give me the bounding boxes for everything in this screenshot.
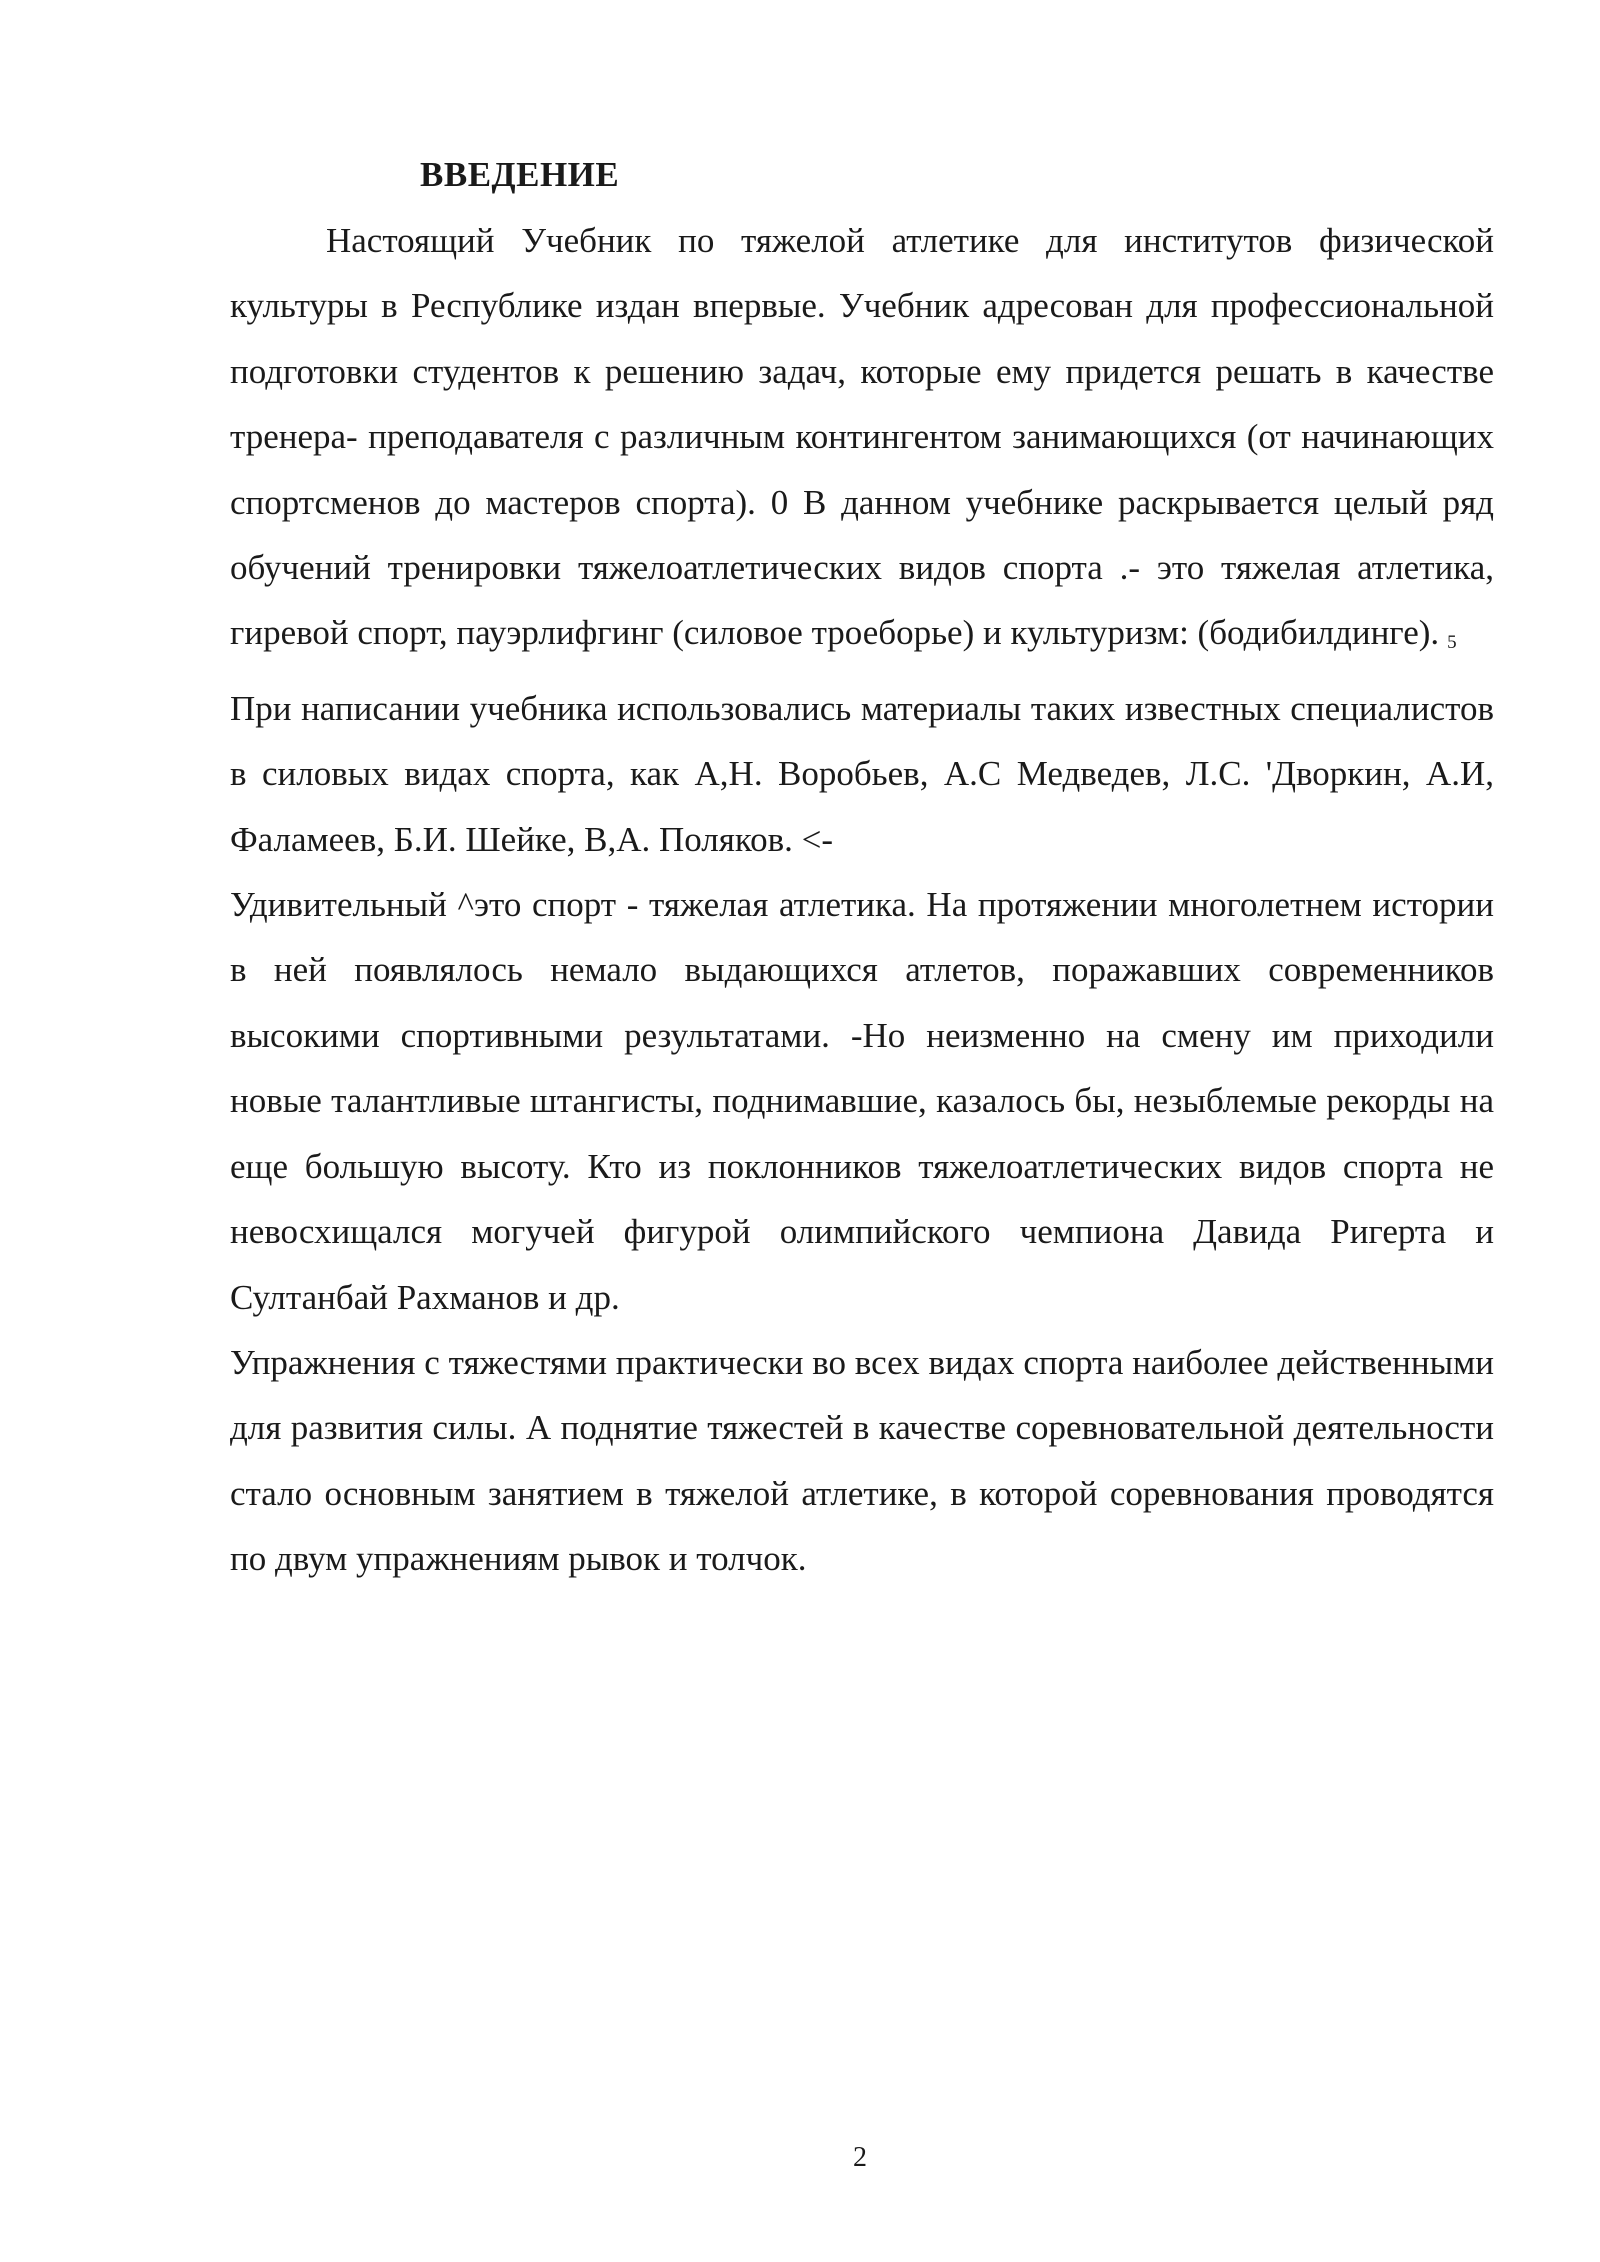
paragraph-sources [230, 676, 1494, 872]
stray-mark: 5 [1447, 632, 1457, 654]
paragraph-text: При написании учебника использовались материалы таких известных специалистов в силовых видах спорта, как А,Н. Воробьев, А.С Медведев, Л.С. 'Дворкин, А.И, Фаламеев, Б.И. Шейке, В,А. Поляков. <- [230, 688, 1494, 859]
paragraph-text: Упражнения с тяжестями практически во всех видах спорта наиболее действенными для развития силы. А поднятие тяжестей в качестве соревновательной деятельности стало основным занятием в тяжелой атлетике, в которой соревнования проводятся по двум упражнениям рывок и толчок. [230, 1342, 1494, 1579]
paragraph-text: Настоящий Учебник по тяжелой атлетике для институтов физической культуры в Республике издан впервые. Учебник адресован для профессиональной подготовки студентов к решению задач, которые ему придется решать в качестве тренера- преподавателя с различным контингентом занимающихся (от начинающих спортсменов до мастеров спорта). 0 В данном учебнике раскрывается целый ряд обучений тренировки тяжелоатлетических видов спорта .- это тяжелая атлетика, гиревой спорт, пауэрлифгинг (силовое троеборье) и культуризм: (бодибилдинге). [230, 221, 1494, 653]
paragraph-exercises [230, 1330, 1494, 1592]
paragraph-history [230, 872, 1494, 1330]
section-heading: ВВЕДЕНИЕ [420, 155, 620, 194]
body-text [230, 208, 1494, 1592]
paragraph-introduction [230, 208, 1494, 676]
paragraph-text: Удивительный ^это спорт - тяжелая атлетика. На протяжении многолетнем истории в ней появлялось немало выдающихся атлетов, поражавших современников высокими спортивными результатами. -Но неизменно на смену им приходили новые талантливые штангисты, поднимавшие, казалось бы, незыблемые рекорды на еще большую высоту. Кто из поклонников тяжелоатлетических видов спорта не невосхищался могучей фигурой олимпийского чемпиона Давида Ригерта и Султанбай Рахманов и др. [230, 885, 1494, 1317]
page-number: 2 [853, 2142, 867, 2173]
